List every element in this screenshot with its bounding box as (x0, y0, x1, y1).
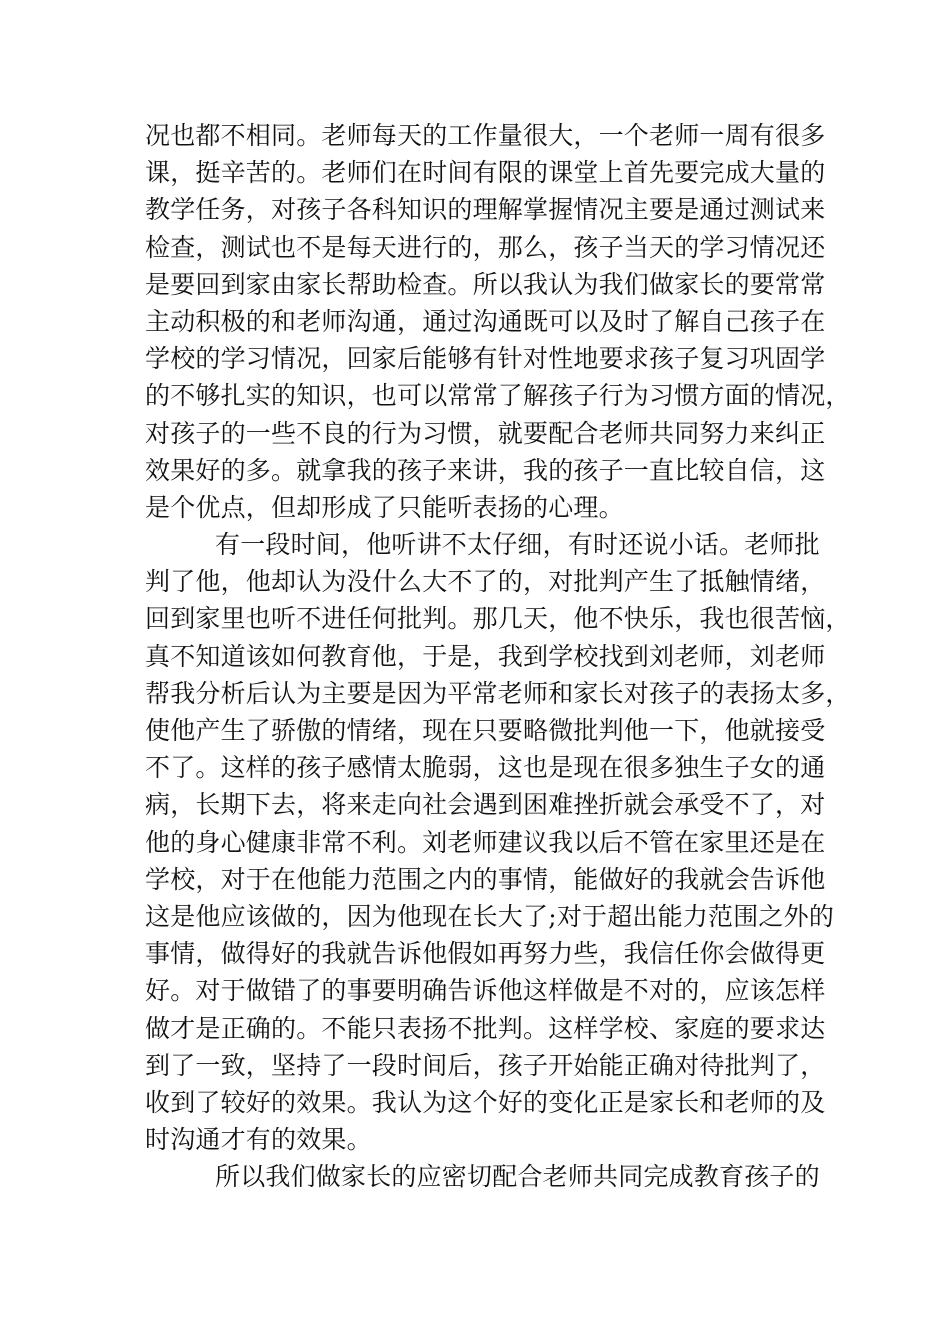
text-line: 的不够扎实的知识，也可以常常了解孩子行为习惯方面的情况， (145, 381, 851, 411)
text-line: 主动积极的和老师沟通，通过沟通既可以及时了解自己孩子在 (145, 306, 826, 336)
text-line: 对孩子的一些不良的行为习惯，就要配合老师共同努力来纠正 (145, 418, 826, 448)
text-line: 到了一致，坚持了一段时间后，孩子开始能正确对待批判了， (145, 1050, 826, 1080)
text-line: 病，长期下去，将来走向社会遇到困难挫折就会承受不了，对 (145, 790, 826, 820)
text-line: 回到家里也听不进任何批判。那几天，他不快乐，我也很苦恼， (145, 604, 851, 634)
text-line: 不了。这样的孩子感情太脆弱，这也是现在很多独生子女的通 (145, 753, 826, 783)
text-line: 学校的学习情况，回家后能够有针对性地要求孩子复习巩固学 (145, 344, 826, 374)
text-line: 事情，做得好的我就告诉他假如再努力些，我信任你会做得更 (145, 939, 826, 969)
text-line: 教学任务，对孩子各科知识的理解掌握情况主要是通过测试来 (145, 195, 826, 225)
text-line: 帮我分析后认为主要是因为平常老师和家长对孩子的表扬太多， (145, 678, 851, 708)
text-line: 这是他应该做的，因为他现在长大了;对于超出能力范围之外的 (145, 901, 835, 931)
text-line: 收到了较好的效果。我认为这个好的变化正是家长和老师的及 (145, 1087, 826, 1117)
text-line: 使他产生了骄傲的情绪，现在只要略微批判他一下，他就接受 (145, 716, 826, 745)
paragraph-start-line: 所以我们做家长的应密切配合老师共同完成教育孩子的 (215, 1162, 820, 1192)
text-line: 判了他，他却认为没什么大不了的，对批判产生了抵触情绪， (145, 567, 826, 597)
text-line: 效果好的多。就拿我的孩子来讲，我的孩子一直比较自信，这 (145, 455, 826, 485)
text-line: 课，挺辛苦的。老师们在时间有限的课堂上首先要完成大量的 (145, 158, 826, 188)
text-line: 做才是正确的。不能只表扬不批判。这样学校、家庭的要求达 (145, 1013, 826, 1043)
text-line: 他的身心健康非常不利。刘老师建议我以后不管在家里还是在 (145, 827, 826, 857)
text-line: 学校，对于在他能力范围之内的事情，能做好的我就会告诉他 (145, 864, 826, 894)
text-line: 好。对于做错了的事要明确告诉他这样做是不对的，应该怎样 (145, 976, 826, 1006)
paragraph-start-line: 有一段时间，他听讲不太仔细，有时还说小话。老师批 (215, 530, 820, 560)
text-line: 真不知道该如何教育他，于是，我到学校找到刘老师，刘老师 (145, 641, 826, 671)
text-line: 时沟通才有的效果。 (145, 1125, 372, 1155)
text-line: 是要回到家由家长帮助检查。所以我认为我们做家长的要常常 (145, 269, 826, 299)
text-line: 况也都不相同。老师每天的工作量很大，一个老师一周有很多 (145, 121, 826, 150)
text-line: 是个优点，但却形成了只能听表扬的心理。 (145, 492, 624, 522)
text-line: 检查，测试也不是每天进行的，那么，孩子当天的学习情况还 (145, 232, 826, 262)
body-text (145, 117, 851, 1195)
